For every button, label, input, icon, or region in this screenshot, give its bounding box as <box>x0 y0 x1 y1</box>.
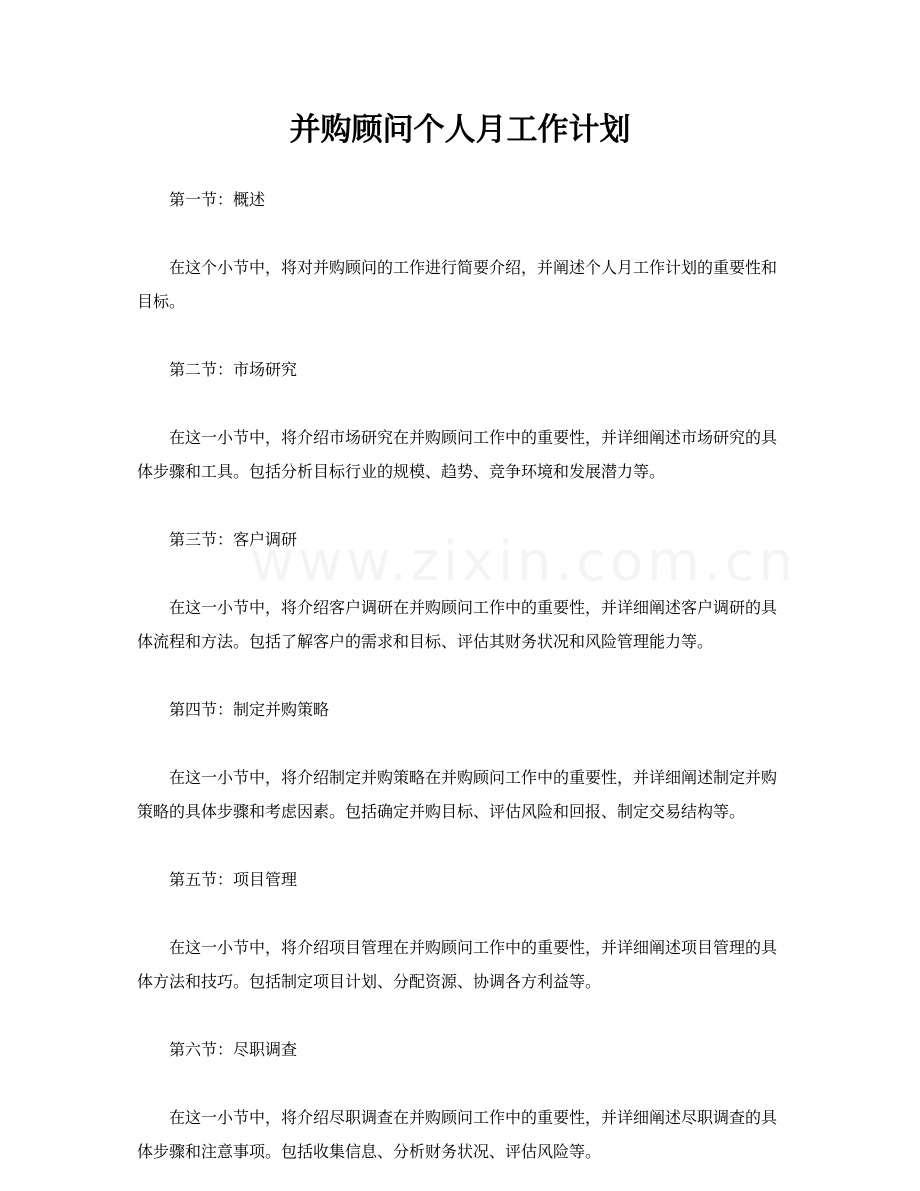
section-4-body: 在这一小节中，将介绍制定并购策略在并购顾问工作中的重要性，并详细阐述制定并购策略的具体步骤和考虑因素。包括确定并购目标、评估风险和回报、制定交易结构等。 <box>137 768 778 821</box>
section-6-body: 在这一小节中，将介绍尽职调查在并购顾问工作中的重要性，并详细阐述尽职调查的具体步骤和注意事项。包括收集信息、分析财务状况、评估风险等。 <box>137 1108 778 1161</box>
section-5-heading: 第五节：项目管理 <box>169 870 298 889</box>
section-3-heading: 第三节：客户调研 <box>169 530 298 549</box>
section-1-body: 在这个小节中，将对并购顾问的工作进行简要介绍，并阐述个人月工作计划的重要性和目标。 <box>137 258 778 311</box>
section-2-heading: 第二节：市场研究 <box>169 360 298 379</box>
document-title: 并购顾问个人月工作计划 <box>289 112 631 148</box>
section-4-heading: 第四节：制定并购策略 <box>169 700 330 719</box>
section-1-heading: 第一节：概述 <box>169 190 266 209</box>
section-2-body: 在这一小节中，将介绍市场研究在并购顾问工作中的重要性，并详细阐述市场研究的具体步骤和工具。包括分析目标行业的规模、趋势、竞争环境和发展潜力等。 <box>137 428 778 481</box>
section-3-body: 在这一小节中，将介绍客户调研在并购顾问工作中的重要性，并详细阐述客户调研的具体流程和方法。包括了解客户的需求和目标、评估其财务状况和风险管理能力等。 <box>137 598 778 651</box>
section-5-body: 在这一小节中，将介绍项目管理在并购顾问工作中的重要性，并详细阐述项目管理的具体方法和技巧。包括制定项目计划、分配资源、协调各方利益等。 <box>137 938 778 991</box>
section-6-heading: 第六节：尽职调查 <box>169 1040 298 1059</box>
document-body <box>137 183 787 1169</box>
